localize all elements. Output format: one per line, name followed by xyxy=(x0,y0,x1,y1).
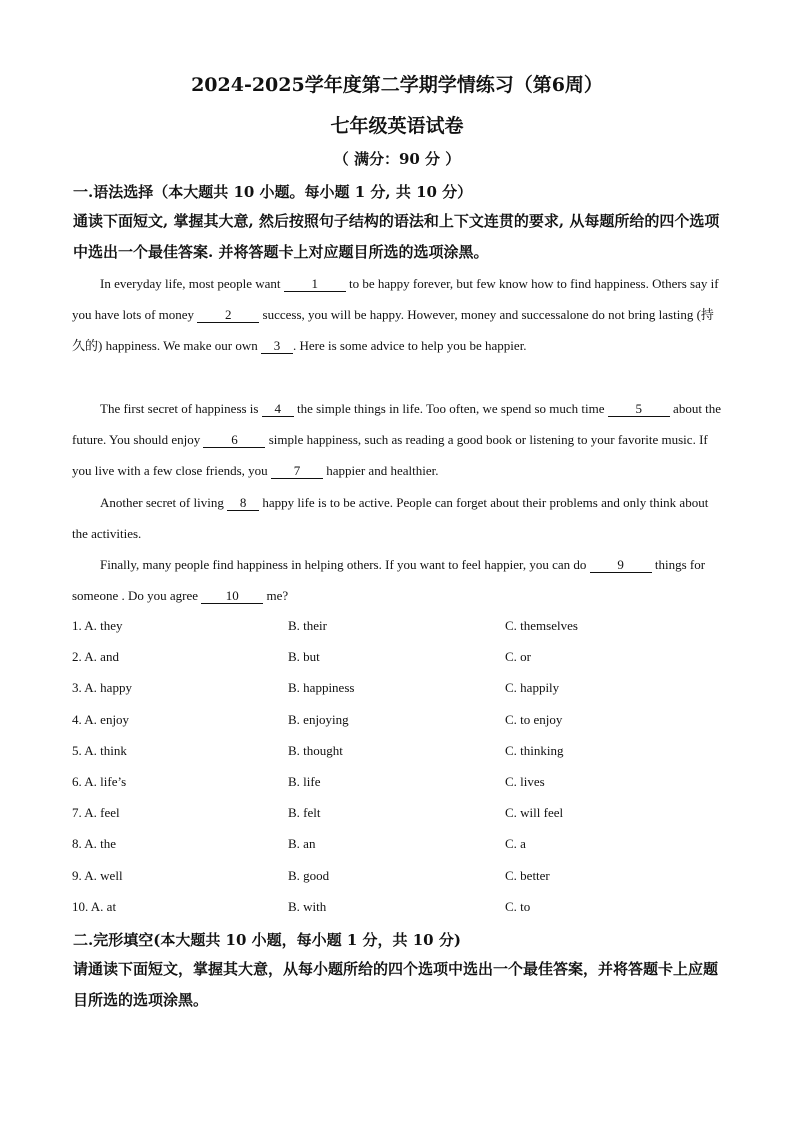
option-row-9: 9. A. well B. good C. better xyxy=(72,867,550,883)
full-score: （ 满分：90 分 ） xyxy=(333,150,461,168)
blank-8: 8 xyxy=(227,496,259,511)
answer-options xyxy=(72,616,722,928)
option-row-4: 4. A. enjoy B. enjoying C. to enjoy xyxy=(72,711,563,727)
option-row-2: 2. A. and B. but C. or xyxy=(72,649,531,665)
section1-heading: 一.语法选择（本大题共 10 小题。每小题 1 分, 共 10 分） xyxy=(73,183,473,201)
blank-9: 9 xyxy=(590,558,652,573)
passage-paragraph-2: The first secret of happiness is 4 the simple things in life. Too often, we spend so much time 5 about the future. You should enjoy 6 simple happiness, such as reading a good book or listening to your favorite music. If you live with a few close friends, you 7 happier and healthier. xyxy=(72,401,722,478)
blank-1: 1 xyxy=(284,277,346,292)
option-row-10: 10. A. at B. with C. to xyxy=(72,898,531,914)
section1-instruction: 通读下面短文, 掌握其大意, 然后按照句子结构的语法和上下文连贯的要求, 从每题所给的四个选项中选出一个最佳答案. 并将答题卡上对应题目所选的选项涂黑。 xyxy=(73,212,720,261)
blank-3: 3 xyxy=(261,339,293,354)
section2-heading: 二.完形填空(本大题共 10 小题，每小题 1 分，共 10 分) xyxy=(73,931,461,949)
option-row-5: 5. A. think B. thought C. thinking xyxy=(72,742,564,758)
blank-6: 6 xyxy=(203,433,265,448)
section2-instruction: 请通读下面短文，掌握其大意，从每小题所给的四个选项中选出一个最佳答案，并将答题卡上应题目所选的选项涂黑。 xyxy=(73,960,719,1009)
blank-5: 5 xyxy=(608,402,670,417)
passage-paragraph-3: Another secret of living 8 happy life is to be active. People can forget about their problems and only think about the activities. xyxy=(72,495,709,541)
blank-10: 10 xyxy=(201,589,263,604)
exam-subtitle: 七年级英语试卷 xyxy=(330,115,464,137)
blank-7: 7 xyxy=(271,464,323,479)
blank-2: 2 xyxy=(197,308,259,323)
option-row-7: 7. A. feel B. felt C. will feel xyxy=(72,805,564,821)
option-row-1: 1. A. they B. their C. themselves xyxy=(72,618,578,633)
passage-paragraph-1: In everyday life, most people want 1 to be happy forever, but few know how to find happiness. Others say if you have lots of money 2 success, you will be happy. However, money and successalone do not bring lasting (持久的) happiness. We make our own 3 . Here is some advice to help you be happier. xyxy=(72,276,719,353)
passage-paragraph-4: Finally, many people find happiness in helping others. If you want to feel happier, you can do 9 things for someone . Do you agree 10 me? xyxy=(72,557,706,603)
option-row-3: 3. A. happy B. happiness C. happily xyxy=(72,680,560,696)
option-row-8: 8. A. the B. an C. a xyxy=(72,836,526,852)
exam-title: 2024-2025学年度第二学期学情练习（第6周） xyxy=(191,74,603,96)
blank-4: 4 xyxy=(262,402,294,417)
option-row-6: 6. A. life’s B. life C. lives xyxy=(72,773,545,789)
